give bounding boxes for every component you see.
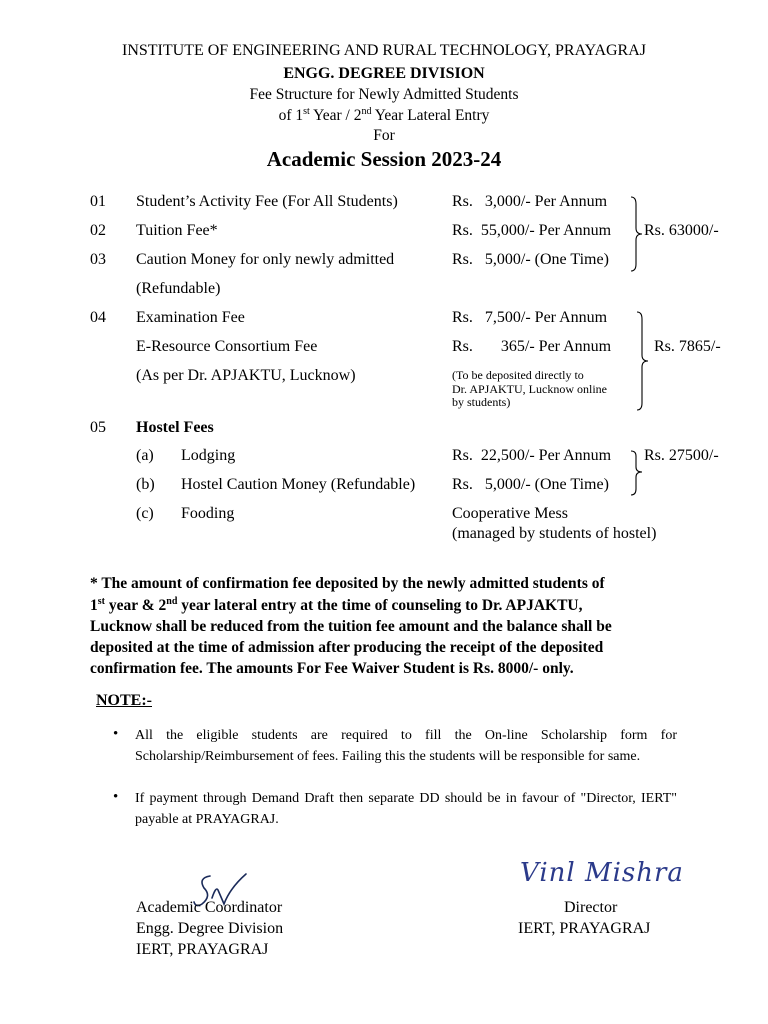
- hostel-item-amount-cont: (managed by students of hostel): [452, 525, 657, 542]
- note-bullet-text: If payment through Demand Draft then separate DD should be in favour of "Director, IERT" payable at PRAYAGRAJ.: [135, 791, 677, 827]
- group2-total: Rs. 7865/-: [654, 338, 721, 355]
- coordinator-division: Engg. Degree Division: [136, 920, 284, 937]
- fee-row-desc: Examination Fee: [136, 309, 245, 326]
- deposit-note: (To be deposited directly to Dr. APJAKTU, Lucknow online by students): [452, 368, 607, 409]
- fee-row-amount: Rs. 3,000/- Per Annum: [452, 193, 608, 210]
- bullet-icon: •: [113, 726, 119, 742]
- director-title: Director: [564, 899, 618, 916]
- fee-row-no: 01: [90, 193, 106, 210]
- note-heading: NOTE:-: [96, 692, 152, 709]
- coordinator-title: Academic Coordinator: [136, 899, 283, 916]
- fee-row-desc: E-Resource Consortium Fee: [136, 338, 318, 355]
- hostel-item-label: (b): [136, 476, 155, 493]
- division-name: ENGG. DEGREE DIVISION: [283, 65, 485, 82]
- group2-brace: [636, 311, 650, 411]
- fee-row-no: 05: [90, 419, 106, 436]
- note-bullet-text: All the eligible students are required to fill the On-line Scholarship form for Scholarship/Reimbursement of fees. Failing this the students will be responsible for same.: [135, 728, 677, 764]
- group3-brace: [630, 450, 644, 496]
- bullet-icon: •: [113, 789, 119, 805]
- fee-row-desc: Student’s Activity Fee (For All Students): [136, 193, 398, 210]
- group1-total: Rs. 63000/-: [644, 222, 719, 239]
- hostel-item-amount: Cooperative Mess: [452, 505, 568, 522]
- coordinator-institute: IERT, PRAYAGRAJ: [136, 941, 269, 958]
- fee-row-amount: Rs. 365/- Per Annum: [452, 338, 612, 355]
- fee-row-amount: Rs. 5,000/- (One Time): [452, 251, 609, 268]
- fee-row-desc: Caution Money for only newly admitted: [136, 251, 395, 268]
- hostel-item-desc: Hostel Caution Money (Refundable): [181, 476, 416, 493]
- hostel-item-label: (a): [136, 447, 154, 464]
- fee-row-amount: Rs. 55,000/- Per Annum: [452, 222, 612, 239]
- footnote-line-5: confirmation fee. The amounts For Fee Waiver Student is Rs. 8000/- only.: [90, 660, 574, 677]
- hostel-fees-heading: Hostel Fees: [136, 419, 214, 436]
- hostel-item-amount: Rs. 22,500/- Per Annum: [452, 447, 612, 464]
- fee-row-desc: (As per Dr. APJAKTU, Lucknow): [136, 367, 356, 384]
- footnote-line-2: 1st year & 2nd year lateral entry at the time of counseling to Dr. APJAKTU,: [90, 596, 583, 615]
- hostel-item-desc: Fooding: [181, 505, 235, 522]
- footnote-line-4: deposited at the time of admission after producing the receipt of the deposited: [90, 639, 604, 656]
- footnote-line-3: Lucknow shall be reduced from the tuition fee amount and the balance shall be: [90, 618, 612, 635]
- director-institute: IERT, PRAYAGRAJ: [518, 920, 651, 937]
- group3-total: Rs. 27500/-: [644, 447, 719, 464]
- institute-name: INSTITUTE OF ENGINEERING AND RURAL TECHNOLOGY, PRAYAGRAJ: [121, 42, 646, 59]
- footnote-line-1: * The amount of confirmation fee deposited by the newly admitted students of: [90, 575, 605, 592]
- fee-row-no: 03: [90, 251, 106, 268]
- fee-row-no: 02: [90, 222, 106, 239]
- header-line-3: For: [373, 127, 395, 144]
- hostel-item-label: (c): [136, 505, 154, 522]
- director-signature: Vinl Mishra: [520, 858, 684, 888]
- fee-row-desc-cont: (Refundable): [136, 280, 221, 297]
- hostel-item-desc: Lodging: [181, 447, 236, 464]
- header-line-1: Fee Structure for Newly Admitted Students: [249, 86, 519, 103]
- group1-brace: [630, 196, 644, 272]
- fee-row-no: 04: [90, 309, 106, 326]
- fee-row-amount: Rs. 7,500/- Per Annum: [452, 309, 608, 326]
- fee-row-desc: Tuition Fee*: [136, 222, 218, 239]
- academic-session: Academic Session 2023-24: [266, 147, 502, 171]
- hostel-item-amount: Rs. 5,000/- (One Time): [452, 476, 609, 493]
- header-line-2: of 1st Year / 2nd Year Lateral Entry: [278, 106, 490, 125]
